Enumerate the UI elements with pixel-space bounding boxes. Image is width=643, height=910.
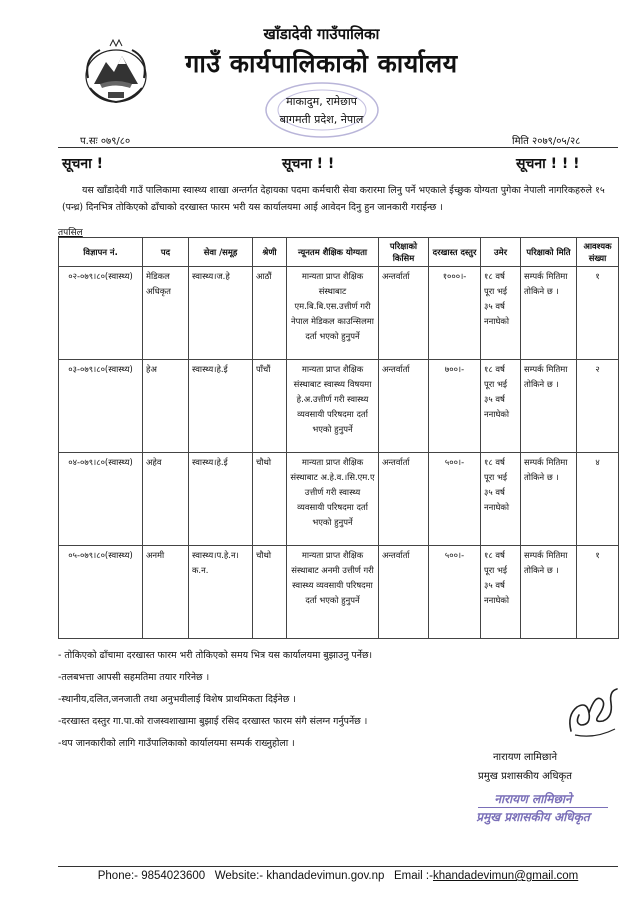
notice-heading-left: सूचना ! — [62, 156, 104, 172]
table-cell: १८ वर्ष पूरा भई ३५ वर्ष ननाघेको — [481, 546, 521, 639]
signer-title: प्रमुख प्रशासकीय अधिकृत — [478, 771, 572, 782]
table-cell: स्वास्थ्य।ज.हे — [189, 267, 253, 360]
table-cell: अन्तर्वार्ता — [379, 267, 429, 360]
reference-number: प.सः ०७९/८० — [80, 136, 131, 147]
notice-heading-center: सूचना ! ! — [282, 156, 335, 172]
table-cell: ०३-०७९।८०(स्वास्थ्य) — [59, 360, 143, 453]
footer-email-label: Email :- — [393, 870, 433, 882]
note-item: - तोकिएको ढाँचामा दरखास्त फारम भरी तोकिएको समय भित्र यस कार्यालयमा बुझाउनु पर्नेछ। — [58, 650, 373, 661]
header-divider — [58, 147, 618, 148]
table-cell: स्वास्थ्य।हे.ई — [189, 360, 253, 453]
table-cell: १ — [577, 546, 619, 639]
table-cell: १८ वर्ष पूरा भई ३५ वर्ष ननाघेको — [481, 360, 521, 453]
column-header: उमेर — [481, 238, 521, 267]
table-cell: हेअ — [143, 360, 189, 453]
table-cell: मान्यता प्राप्त शैक्षिक संस्थाबाट एम.बि.बि.एस.उत्तीर्ण गरी नेपाल मेडिकल काउन्सिलमा दर्ता भएको हुनुपर्ने — [287, 267, 379, 360]
handwritten-signature — [565, 685, 621, 743]
table-cell: १ — [577, 267, 619, 360]
official-stamp-name: नारायण लामिछाने — [494, 792, 572, 806]
column-header: न्यूनतम शैक्षिक योग्यता — [287, 238, 379, 267]
table-cell: ०५-०७९।८०(स्वास्थ्य) — [59, 546, 143, 639]
address-line-2: बागमती प्रदेश, नेपाल — [279, 113, 364, 126]
vacancy-table — [58, 237, 619, 639]
table-cell: पाँचौं — [253, 360, 287, 453]
table-cell: २ — [577, 360, 619, 453]
municipality-name: खाँडादेवी गाउँपालिका — [263, 25, 380, 43]
footer-divider — [58, 866, 618, 867]
table-cell: आठौं — [253, 267, 287, 360]
contact-footer — [58, 870, 618, 882]
table-cell: सम्पर्क मितिमा तोकिने छ । — [521, 267, 577, 360]
table-cell: मान्यता प्राप्त शैक्षिक संस्थाबाट अनमी उत्तीर्ण गरी स्वास्थ्य व्यवसायी परिषदमा दर्ता भएको हुनुपर्ने — [287, 546, 379, 639]
footer-website: Website:- khandadevimun.gov.np — [214, 870, 385, 882]
table-cell: सम्पर्क मितिमा तोकिने छ । — [521, 360, 577, 453]
table-cell: सम्पर्क मितिमा तोकिने छ । — [521, 453, 577, 546]
column-header: परिक्षाको किसिम — [379, 238, 429, 267]
table-cell: ७००।- — [429, 360, 481, 453]
table-cell: अहेव — [143, 453, 189, 546]
schedule-label: तपसिल — [58, 228, 83, 238]
table-row — [59, 267, 619, 360]
column-header: आवश्यक संख्या — [577, 238, 619, 267]
table-cell: १८ वर्ष पूरा भई ३५ वर्ष ननाघेको — [481, 267, 521, 360]
notes-list — [58, 645, 618, 755]
table-cell: ०२-०७९।८०(स्वास्थ्य) — [59, 267, 143, 360]
note-item: -स्थानीय,दलित,जनजाती तथा अनुभवीलाई विशेष प्राथमिकता दिईनेछ । — [58, 694, 296, 705]
table-cell: ५००।- — [429, 453, 481, 546]
official-stamp-title: प्रमुख प्रशासकीय अधिकृत — [476, 810, 590, 824]
note-item: -थप जानकारीको लागि गाउँपालिकाको कार्यालयमा सम्पर्क राख्नुहोला । — [58, 738, 295, 749]
table-cell: स्वास्थ्य।हे.ई — [189, 453, 253, 546]
table-cell: चौथो — [253, 546, 287, 639]
table-row — [59, 546, 619, 639]
address-line-1: माकादुम, रामेछाप — [286, 95, 357, 108]
table-cell: सम्पर्क मितिमा तोकिने छ । — [521, 546, 577, 639]
note-item: -तलबभत्ता आपसी सहमतिमा तयार गरिनेछ । — [58, 672, 210, 683]
table-cell: ४ — [577, 453, 619, 546]
table-cell: अन्तर्वार्ता — [379, 546, 429, 639]
table-cell: मेडिकल अधिकृत — [143, 267, 189, 360]
intro-paragraph: यस खाँडादेवी गाउँ पालिकामा स्वास्थ्य शाखा अन्तर्गत देहायका पदमा कर्मचारी सेवा करारमा लिनु पर्ने भएकाले ईच्छुक योग्यता पुगेका नेपाली नागरिकहरुले १५ (पन्ध्र) दिनभित्र तोकिएको ढाँचाको दरखास्त फारम भरी यस कार्यालयमा आई आवेदन दिनु हुन जानकारी गराईन्छ । — [62, 185, 605, 213]
table-cell: ५००।- — [429, 546, 481, 639]
table-cell: अन्तर्वार्ता — [379, 360, 429, 453]
column-header: श्रेणी — [253, 238, 287, 267]
note-item: -दरखास्त दस्तुर गा.पा.को राजस्वशाखामा बुझाई रसिद दरखास्त फारम संगै संलग्न गर्नुपर्नेछ । — [58, 716, 368, 727]
table-row — [59, 453, 619, 546]
column-header: परिक्षाको मिति — [521, 238, 577, 267]
table-row — [59, 360, 619, 453]
notice-date: मिति २०७९/०५/२८ — [512, 136, 581, 147]
table-cell: मान्यता प्राप्त शैक्षिक संस्थाबाट अ.हे.व.।सि.एम.ए उत्तीर्ण गरी स्वास्थ्य व्यवसायी परिषदमा दर्ता भएको हुनुपर्ने — [287, 453, 379, 546]
table-cell: चौथो — [253, 453, 287, 546]
office-title: गाउँ कार्यपालिकाको कार्यालय — [185, 49, 458, 78]
column-header: सेवा /समूह — [189, 238, 253, 267]
table-cell: अनमी — [143, 546, 189, 639]
signer-name: नारायण लामिछाने — [492, 752, 558, 763]
footer-email-link[interactable]: khandadevimun@gmail.com — [432, 870, 579, 882]
table-cell: अन्तर्वार्ता — [379, 453, 429, 546]
table-header-row — [59, 238, 619, 267]
table-cell: १०००।- — [429, 267, 481, 360]
notice-heading-right: सूचना ! ! ! — [516, 156, 580, 172]
table-cell: स्वास्थ्य।प.हे.न।क.न. — [189, 546, 253, 639]
column-header: विज्ञापन नं. — [59, 238, 143, 267]
office-seal-stamp — [262, 80, 382, 140]
table-cell: १८ वर्ष पूरा भई ३५ वर्ष ननाघेको — [481, 453, 521, 546]
footer-phone: Phone:- 9854023600 — [97, 870, 206, 882]
column-header: पद — [143, 238, 189, 267]
table-cell: मान्यता प्राप्त शैक्षिक संस्थाबाट स्वास्थ्य विषयमा हे.अ.उत्तीर्ण गरी स्वास्थ्य व्यवसायी परिषदमा दर्ता भएको हुनुपर्ने — [287, 360, 379, 453]
column-header: दरखास्त दस्तुर — [429, 238, 481, 267]
table-cell: ०४-०७९।८०(स्वास्थ्य) — [59, 453, 143, 546]
